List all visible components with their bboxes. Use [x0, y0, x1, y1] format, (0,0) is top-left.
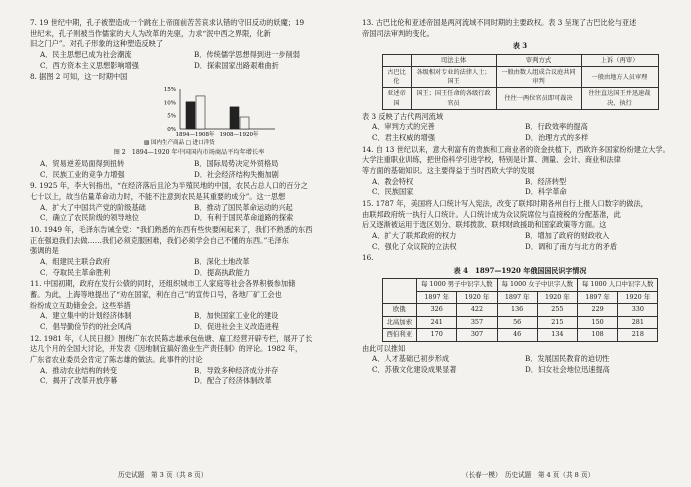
table-4-group-row — [382, 279, 658, 291]
q16-option-d[interactable]: D．妇女社会地位迅速提高 — [525, 365, 610, 375]
table-4-cell: 136 — [497, 304, 537, 316]
question-10 — [30, 225, 348, 278]
table-4-cell: 255 — [537, 304, 577, 316]
left-column — [30, 18, 348, 388]
q14-option-c[interactable]: C．民族国家 — [372, 187, 414, 197]
q13-line-1: 13. 古巴比伦和亚述帝国是两河流域不同时期的主要政权。表 3 呈现了古巴比伦与亚述 — [362, 18, 637, 27]
q7-line-1: 7. 19 世纪中期，孔子被塑造成一个跳在上帝面前苦苦哀求认错的守旧反动的妖魔；19 — [30, 18, 305, 27]
question-11 — [30, 279, 348, 332]
table-4-cell: 56 — [497, 316, 537, 328]
q16-option-c[interactable]: C．苏俄文化建设成果显著 — [372, 365, 457, 375]
question-14 — [362, 145, 678, 198]
q10-line-1: 10. 1949 年，毛泽东告诫全党：“我们熟悉的东西有些快要闲起来了，我们不熟悉的东西 — [30, 225, 313, 235]
question-16 — [362, 253, 678, 375]
question-15 — [362, 199, 678, 252]
q7-option-c[interactable]: C．西方资本主义思想影响增强 — [40, 60, 139, 70]
q8-option-c[interactable]: C．民族工业的竞争力增强 — [40, 169, 125, 179]
question-12 — [30, 334, 348, 387]
table-4-year: 1897 年 — [497, 291, 537, 303]
q7-option-a[interactable]: A．民主思想已成为社会潮流 — [40, 49, 132, 59]
bar — [240, 117, 249, 129]
q7-option-b[interactable]: B．传统儒学思想得到进一步削弱 — [194, 49, 300, 59]
q12-line-1: 12. 1981 年，《人民日报》围绕广东农民陈志雄承包鱼塘、雇工经营开辟专栏，展开了长 — [30, 333, 313, 343]
bar — [230, 107, 239, 129]
table-row — [382, 316, 658, 328]
table-4-cell: 330 — [618, 304, 658, 316]
q15-options — [362, 231, 678, 252]
table-3-cell: 一般由数人组成合议庭共同审判 — [496, 67, 581, 88]
page-4-footer: （长春一模） 历史试题 第 4 页（共 8 页） — [462, 471, 595, 480]
q10-option-b[interactable]: B．深化土地改革 — [194, 257, 250, 267]
q13-option-a[interactable]: A．审判方式的完善 — [372, 122, 435, 132]
table-4-region: 北高加索 — [382, 316, 417, 328]
figure-2-chart — [30, 85, 348, 147]
q8-options — [30, 159, 348, 180]
table-3-title: 表 3 — [512, 41, 528, 51]
q8-option-d[interactable]: D．社会经济结构失衡加剧 — [194, 169, 279, 179]
q11-option-c[interactable]: C．倡导勤俭节约的社会风尚 — [40, 321, 132, 331]
table-3-cell: 国王；国王任命的各级行政官员 — [411, 88, 496, 109]
table-4 — [382, 278, 659, 341]
table-3-cell: 亚述帝国 — [382, 88, 411, 109]
q9-option-b[interactable]: B．推动了国民革命运动的兴起 — [194, 202, 293, 212]
table-4-cell: 215 — [537, 316, 577, 328]
q13-options — [362, 122, 678, 143]
q16-options — [362, 354, 678, 375]
table-4-group-total: 每 1000 人口中识字人数 — [578, 279, 658, 291]
table-4-cell: 170 — [417, 329, 457, 341]
y-tick-label: 0% — [167, 126, 176, 133]
q15-option-b[interactable]: B．增加了政府的财政收入 — [525, 231, 610, 241]
q16-after: 由此可以推知 — [362, 343, 406, 353]
q12-option-d[interactable]: D．配合了经济体制改革 — [194, 376, 272, 386]
table-4-cell: 357 — [457, 316, 497, 328]
q9-option-a[interactable]: A．扩大了中国共产党的阶级基础 — [40, 202, 146, 212]
table-3-header-3: 上诉（再审） — [581, 54, 658, 66]
table-4-year-row — [382, 291, 658, 303]
table-4-cell: 46 — [497, 329, 537, 341]
q13-after: 表 3 反映了古代两河流域 — [362, 111, 444, 121]
y-tick-label: 5% — [167, 113, 176, 120]
q9-options — [30, 203, 348, 224]
table-4-cell: 134 — [537, 329, 577, 341]
question-9 — [30, 181, 348, 224]
q12-option-c[interactable]: C．揭开了改革开放序幕 — [40, 376, 118, 386]
table-3-cell: 一般由地方人员审理 — [581, 67, 658, 88]
question-7 — [30, 18, 348, 71]
q12-line-2: 达几个月的全国大讨论，并发表《因地制宜搞好渔业生产责任制》的评论。1982 年， — [30, 344, 303, 354]
q15-option-d[interactable]: D．调和了南方与北方的矛盾 — [525, 241, 618, 251]
q7-line-3: 旧之门户”。对孔子形象的这种塑造反映了 — [30, 39, 164, 49]
q11-line-2: 蓄。为此，上海等地提出了“劝在国家，利在自己”的宣传口号，各地厂矿工会也 — [30, 289, 282, 299]
q9-line-2: 七十以上，故当估量革命动力时，不能不注意到农民是其重要的成分”。这一思想 — [30, 192, 286, 202]
table-4-cell: 241 — [417, 316, 457, 328]
table-row — [382, 88, 658, 109]
q14-option-b[interactable]: B．经济转型 — [525, 176, 567, 186]
q14-line-1: 14. 自 13 世纪以来，意大利富有的贵族和工商业者的资金扶植下，西欧许多国家纷纷建立大学。 — [362, 144, 670, 154]
table-4-group-female: 每 1000 女子中识字人数 — [497, 279, 577, 291]
q10-line-3: 强调的是 — [30, 246, 59, 256]
q15-line-3: 后又逐渐被运用于选区划分、联邦拨款、联邦财政援助和国家政策等方面。这 — [362, 220, 607, 230]
q13-option-d[interactable]: D．治理方式的多样 — [525, 133, 589, 143]
table-3-cell: 古巴比伦 — [382, 67, 411, 88]
q8-option-a[interactable]: A．贸易逆差局面得到扭转 — [40, 159, 125, 169]
table-4-cell: 422 — [457, 304, 497, 316]
q14-line-3: 等方面的基础知识。这主要得益于当时西欧大学的发展 — [362, 166, 535, 176]
q11-options — [30, 311, 348, 332]
y-tick-label: 15% — [163, 86, 176, 93]
table-4-cell: 281 — [618, 316, 658, 328]
q12-option-a[interactable]: A．推动农业结构的转变 — [40, 365, 118, 375]
q15-option-a[interactable]: A．扩大了联邦政府的权力 — [372, 231, 457, 241]
table-3-cell: 往往一两位官员即可裁决 — [496, 88, 581, 109]
q16-number: 16. — [362, 253, 374, 263]
table-3 — [382, 54, 659, 110]
table-4-cell: 108 — [578, 329, 618, 341]
q15-line-2: 由联邦政府统一执行人口统计。人口统计成为众议院席位与直接税的分配基准，此 — [362, 209, 621, 219]
q7-options — [30, 50, 348, 71]
q16-option-a[interactable]: A．人才基础已初步形成 — [372, 354, 450, 364]
q13-option-b[interactable]: B．行政效率的提高 — [525, 122, 588, 132]
chart-legend: ▨ 国内生产商品 □ 进口洋货 — [144, 139, 215, 146]
q13-line-2: 帝国司法审判的变化。 — [362, 28, 434, 38]
page-3-footer: 历史试题 第 3 页（共 8 页） — [118, 471, 208, 480]
q9-line-1: 9. 1925 年，李大钊指出，“在经济落后且沦为半殖民地的中国，农民占总人口的百分之 — [30, 181, 308, 191]
q12-option-b[interactable]: B．导致多种经济成分并存 — [194, 365, 279, 375]
table-3-cell: 各级相对专业的法律人士；国王 — [411, 67, 496, 88]
q12-options — [30, 366, 348, 387]
table-4-cell: 218 — [618, 329, 658, 341]
table-4-year: 1920 年 — [618, 291, 658, 303]
q14-option-d[interactable]: D．科学革命 — [525, 187, 567, 197]
q11-line-3: 纷纷成立互助储金会。这些举措 — [30, 300, 131, 310]
q10-option-a[interactable]: A．组建民主联合政府 — [40, 257, 110, 267]
table-4-title: 表 4 1897—1920 年俄国国民识字情况 — [453, 266, 587, 276]
table-4-year: 1920 年 — [537, 291, 577, 303]
q7-line-2: 世纪末，孔子则被当作儒家的大人为改革的先驱，力求“泯中西之界限，化新 — [30, 28, 271, 38]
right-column — [362, 18, 678, 377]
q14-options — [362, 177, 678, 198]
q9-option-c[interactable]: C．确立了农民阶级的领导地位 — [40, 213, 139, 223]
table-4-year: 1897 年 — [578, 291, 618, 303]
table-4-year: 1920 年 — [457, 291, 497, 303]
q11-option-d[interactable]: D．促进社会主义改造进程 — [194, 321, 279, 331]
table-3-header-2: 审判方式 — [496, 54, 581, 66]
table-4-year: 1897 年 — [417, 291, 457, 303]
table-4-region: 欧俄 — [382, 304, 417, 316]
table-4-cell: 307 — [457, 329, 497, 341]
table-4-cell: 150 — [578, 316, 618, 328]
x-category-label: 1908—1920年 — [219, 131, 259, 138]
q14-line-2: 大学注重职业训练，把世俗科学引进学校，特别是计算、测量、会计、商业和法律 — [362, 155, 621, 165]
q10-options — [30, 257, 348, 278]
table-3-header-0 — [382, 54, 411, 66]
table-3-cell: 往往直达国王并迅速裁决、执行 — [581, 88, 658, 109]
x-category-label: 1894—1908年 — [175, 131, 215, 138]
q12-line-3: 广东省农业委员会肯定了陈志雄的做法。此事件的讨论 — [30, 354, 203, 364]
q7-option-d[interactable]: D．探索国家出路艰难曲折 — [194, 60, 279, 70]
bar-chart-svg — [30, 85, 348, 147]
q9-option-d[interactable]: D．有利于国民革命道路的探索 — [194, 213, 294, 223]
q15-line-1: 15. 1787 年，美国将人口统计写入宪法，改变了联邦时期各州自行上报人口数字的做法， — [362, 199, 648, 209]
table-4-corner — [382, 279, 417, 304]
q11-line-1: 11. 中国初期，政府在发行公债的同时，还组织城市工人家庭等社会各界积极参加储 — [30, 279, 296, 289]
table-row — [382, 67, 658, 88]
table-4-cell: 326 — [417, 304, 457, 316]
table-3-header-row — [382, 54, 658, 66]
y-tick-label: 10% — [163, 100, 176, 107]
q11-option-b[interactable]: B．加快国家工业化的建设 — [194, 311, 279, 321]
q11-option-a[interactable]: A．建立集中的计划经济体制 — [40, 311, 132, 321]
q8-option-b[interactable]: B．国际局势决定外贸格局 — [194, 159, 279, 169]
table-4-region: 西伯利亚 — [382, 329, 417, 341]
figure-2-caption: 图 2 1894—1920 年中国国内市场商品平均年增长率 — [113, 148, 265, 156]
question-8 — [30, 72, 348, 180]
q8-line-1: 8. 据图 2 可知，这一时期中国 — [30, 72, 128, 82]
table-4-cell: 229 — [578, 304, 618, 316]
bar — [186, 102, 195, 129]
q10-option-c[interactable]: C．夺取民主革命胜利 — [40, 267, 111, 277]
q13-option-c[interactable]: C．君主权威的增强 — [372, 133, 436, 143]
q10-line-2: 正在强迫我们去做……我们必须克服困难，我们必须学会自己不懂的东西。”毛泽东 — [30, 235, 289, 245]
table-3-header-1: 司法主体 — [411, 54, 496, 66]
bar — [196, 96, 205, 129]
table-row — [382, 304, 658, 316]
q14-option-a[interactable]: A．教会特权 — [372, 176, 414, 186]
table-4-group-male: 每 1000 男子中识字人数 — [417, 279, 497, 291]
question-13 — [362, 18, 678, 144]
q10-option-d[interactable]: D．提高执政能力 — [194, 267, 251, 277]
table-row — [382, 329, 658, 341]
q16-option-b[interactable]: B．发展国民教育的迫切性 — [525, 354, 610, 364]
q15-option-c[interactable]: C．强化了众议院的立法权 — [372, 241, 457, 251]
